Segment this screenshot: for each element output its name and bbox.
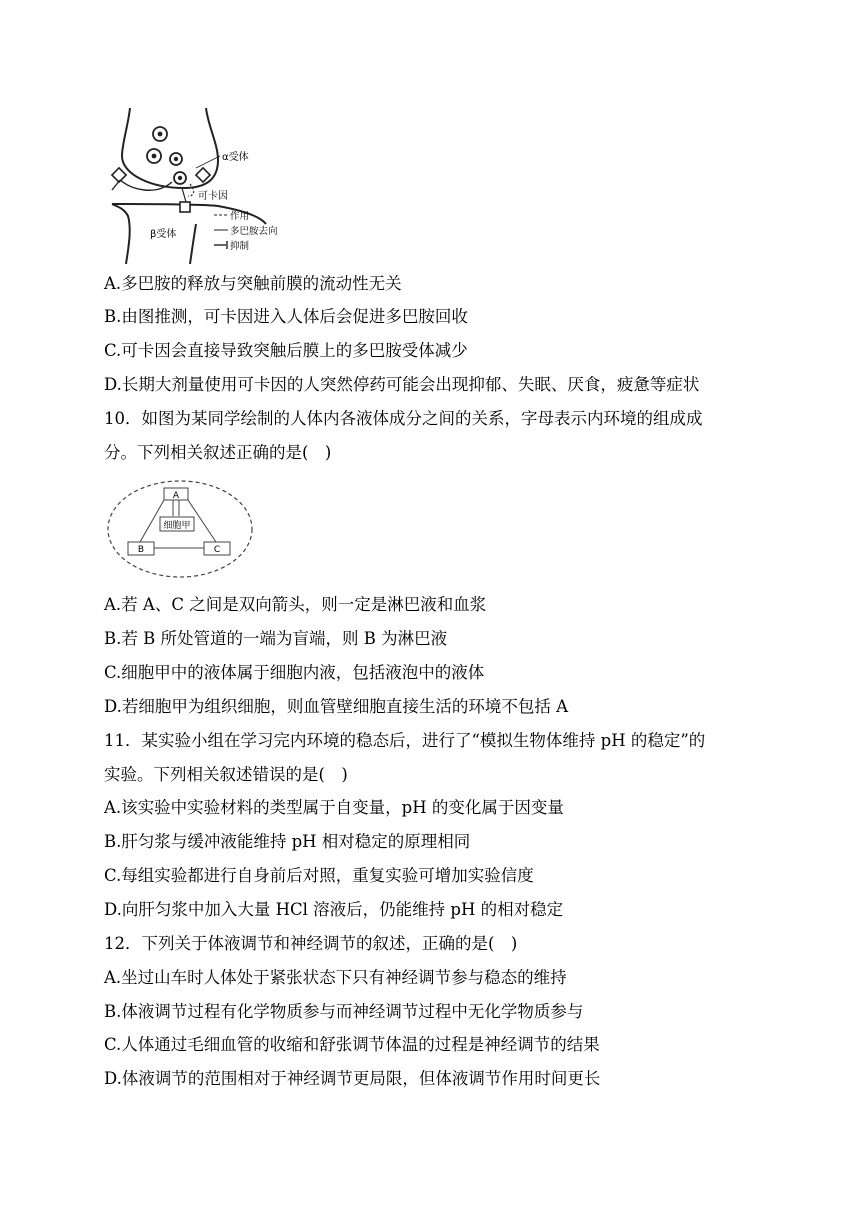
q11-option-a: A.该实验中实验材料的类型属于自变量，pH 的变化属于因变量	[104, 798, 564, 817]
cocaine-label: 可卡因	[198, 191, 228, 202]
box-b-label: B	[137, 545, 145, 555]
q9-option-b: B.由图推测，可卡因进入人体后会促进多巴胺回收	[104, 307, 468, 326]
synapse-diagram	[110, 104, 280, 264]
q11-option-b: B.肝匀浆与缓冲液能维持 pH 相对稳定的原理相同	[104, 832, 471, 851]
q11-stem-line1: 11．某实验小组在学习完内环境的稳态后，进行了“模拟生物体维持 pH 的稳定”的	[104, 731, 706, 750]
q10-stem-line2: 分。下列相关叙述正确的是( )	[104, 443, 332, 462]
body-fluid-diagram	[106, 478, 254, 580]
box-c-label: C	[213, 545, 221, 555]
alpha-receptor-label: α受体	[222, 152, 249, 163]
legend-effect-label: 作用	[230, 211, 250, 222]
q11-option-d: D.向肝匀浆中加入大量 HCl 溶液后，仍能维持 pH 的相对稳定	[104, 900, 564, 919]
q12-option-c: C.人体通过毛细血管的收缩和舒张调节体温的过程是神经调节的结果	[104, 1035, 600, 1054]
q12-option-a: A.坐过山车时人体处于紧张状态下只有神经调节参与稳态的维持	[104, 968, 567, 987]
q12-option-d: D.体液调节的范围相对于神经调节更局限，但体液调节作用时间更长	[104, 1069, 601, 1088]
q9-option-c: C.可卡因会直接导致突触后膜上的多巴胺受体减少	[104, 341, 468, 360]
q10-option-b: B.若 B 所处管道的一端为盲端，则 B 为淋巴液	[104, 629, 448, 648]
q12-stem: 12．下列关于体液调节和神经调节的叙述，正确的是( )	[104, 934, 518, 953]
q10-stem-line1: 10．如图为某同学绘制的人体内各液体成分之间的关系，字母表示内环境的组成成	[104, 409, 703, 428]
q10-option-c: C.细胞甲中的液体属于细胞内液，包括液泡中的液体	[104, 663, 485, 682]
q11-stem-line2: 实验。下列相关叙述错误的是( )	[104, 765, 348, 784]
q12-option-b: B.体液调节过程有化学物质参与而神经调节过程中无化学物质参与	[104, 1002, 584, 1021]
q11-option-c: C.每组实验都进行自身前后对照，重复实验可增加实验信度	[104, 866, 534, 885]
box-a-label: A	[172, 491, 180, 501]
legend-inhibit-label: 抑制	[230, 241, 250, 252]
q10-option-a: A.若 A、C 之间是双向箭头，则一定是淋巴液和血浆	[104, 595, 487, 614]
cell-jia-label: 细胞甲	[163, 521, 191, 531]
beta-receptor-label: β受体	[150, 229, 177, 240]
q10-option-d: D.若细胞甲为组织细胞，则血管壁细胞直接生活的环境不包括 A	[104, 697, 569, 716]
q9-option-a: A.多巴胺的释放与突触前膜的流动性无关	[104, 274, 402, 293]
legend-dopamine-label: 多巴胺去向	[230, 226, 278, 237]
q9-option-d: D.长期大剂量使用可卡因的人突然停药可能会出现抑郁、失眠、厌食，疲惫等症状	[104, 375, 700, 394]
